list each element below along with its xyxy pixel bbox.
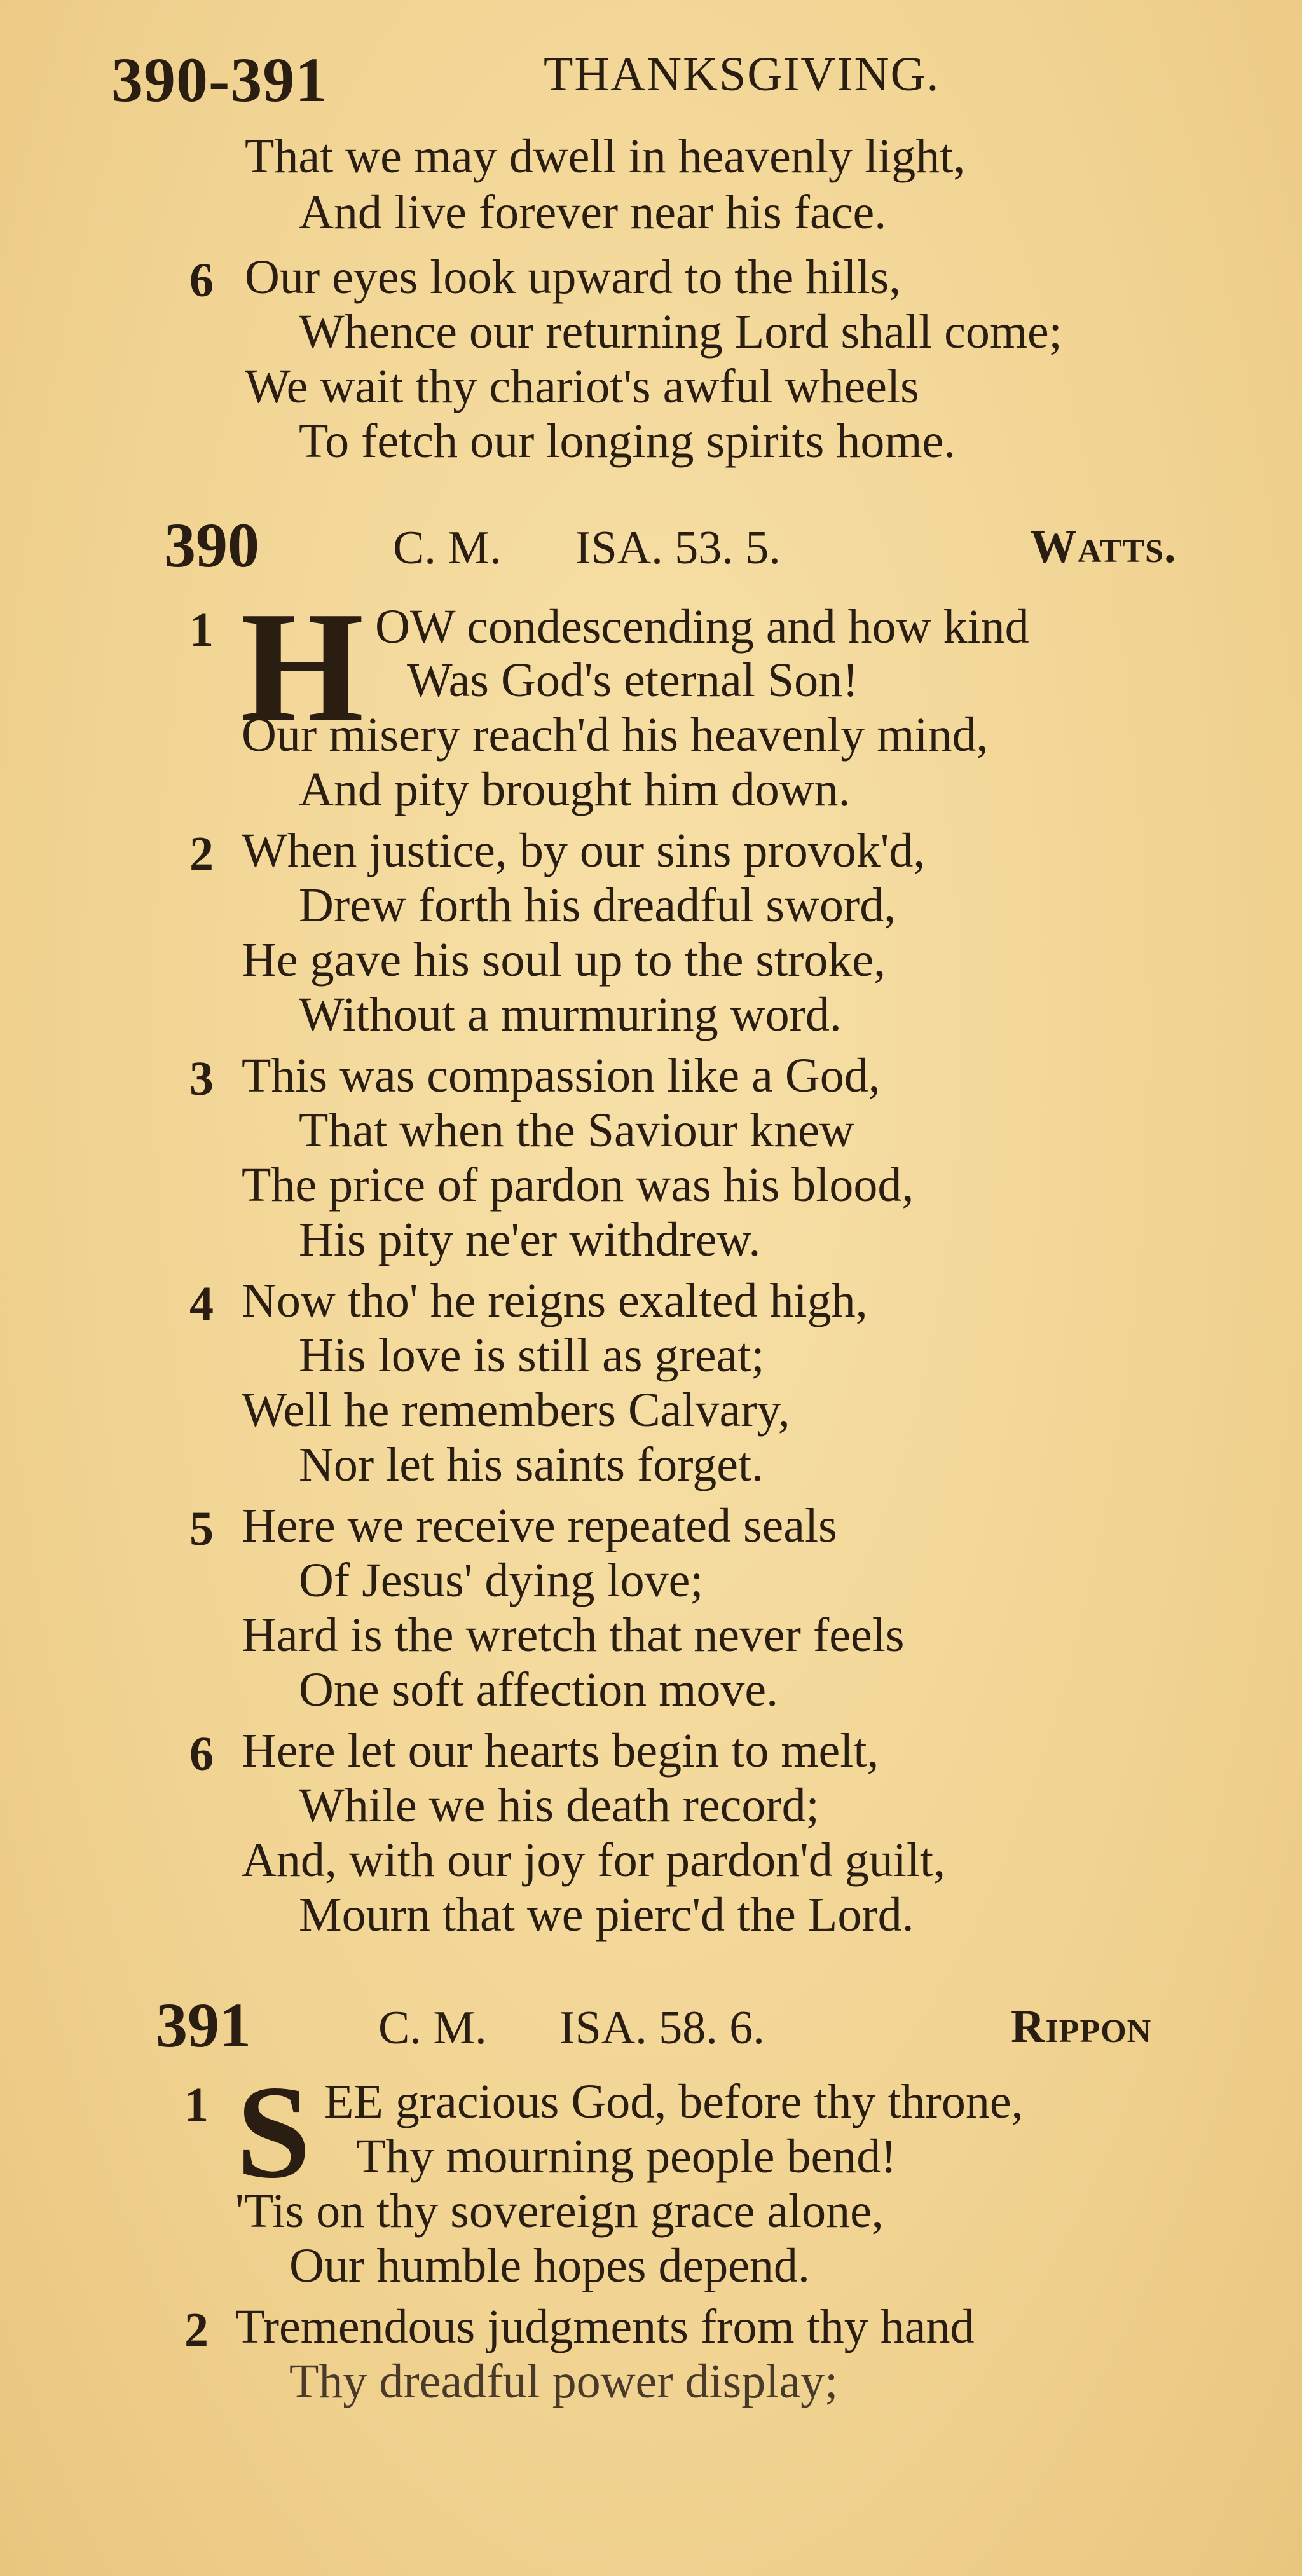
verse-line: This was compassion like a God, xyxy=(242,1049,881,1102)
hymn-author: Rippon xyxy=(1011,2001,1152,2053)
verse-line: Of Jesus' dying love; xyxy=(299,1554,704,1607)
drop-cap: S xyxy=(236,2059,311,2206)
verse-line: And pity brought him down. xyxy=(299,763,851,816)
verse-line: EE gracious God, before thy throne, xyxy=(324,2075,1024,2128)
hymn-number: 390 xyxy=(164,510,259,580)
verse-number: 3 xyxy=(189,1052,214,1106)
verse-line: One soft affection move. xyxy=(299,1663,779,1716)
verse-line: That when the Saviour knew xyxy=(299,1104,854,1157)
verse-line: His pity ne'er withdrew. xyxy=(299,1213,761,1266)
hymn-number: 391 xyxy=(156,1990,251,2060)
verse-line: We wait thy chariot's awful wheels xyxy=(245,360,919,413)
verse-line: Hard is the wretch that never feels xyxy=(242,1608,905,1662)
verse-number: 1 xyxy=(189,603,214,657)
drop-cap: H xyxy=(240,579,364,755)
verse-line: 'Tis on thy sovereign grace alone, xyxy=(235,2184,884,2238)
verse-number: 4 xyxy=(189,1277,214,1331)
verse-line: Here let our hearts begin to melt, xyxy=(242,1724,879,1778)
hymn-reference: ISA. 53. 5. xyxy=(575,522,781,574)
verse-line: Mourn that we pierc'd the Lord. xyxy=(299,1888,914,1942)
page-range: 390-391 xyxy=(111,45,328,115)
verse-line: Here we receive repeated seals xyxy=(242,1499,837,1552)
hymn-reference: ISA. 58. 6. xyxy=(559,2002,765,2054)
verse-line: Our eyes look upward to the hills, xyxy=(245,250,901,304)
verse-line: OW condescending and how kind xyxy=(375,600,1029,654)
verse-line: Now tho' he reigns exalted high, xyxy=(242,1274,868,1327)
verse-number: 5 xyxy=(189,1502,214,1556)
verse-line: Our humble hopes depend. xyxy=(289,2239,810,2292)
verse-line: And, with our joy for pardon'd guilt, xyxy=(242,1833,946,1887)
verse-line: The price of pardon was his blood, xyxy=(242,1158,914,1212)
verse-line: While we his death record; xyxy=(299,1779,819,1832)
carryover-line: And live forever near his face. xyxy=(299,186,887,239)
verse-line: Nor let his saints forget. xyxy=(299,1438,764,1491)
verse-line: Our misery reach'd his heavenly mind, xyxy=(242,708,989,762)
hymn-meter: C. M. xyxy=(393,522,502,574)
verse-line: Well he remembers Calvary, xyxy=(242,1383,790,1437)
verse-line: To fetch our longing spirits home. xyxy=(299,414,956,468)
verse-line: Was God's eternal Son! xyxy=(407,654,859,707)
verse-line: Drew forth his dreadful sword, xyxy=(299,879,896,932)
verse-line: He gave his soul up to the stroke, xyxy=(242,933,886,987)
verse-number: 1 xyxy=(184,2078,209,2132)
verse-number: 2 xyxy=(184,2303,209,2357)
hymn-author: Watts. xyxy=(1030,521,1177,573)
verse-line: Whence our returning Lord shall come; xyxy=(299,305,1062,359)
section-title: THANKSGIVING. xyxy=(544,48,940,101)
carryover-line: That we may dwell in heavenly light, xyxy=(245,130,966,183)
verse-line: His love is still as great; xyxy=(299,1329,765,1382)
verse-number: 6 xyxy=(189,1727,214,1781)
verse-number: 6 xyxy=(189,254,214,307)
verse-line: Thy dreadful power display; xyxy=(289,2355,839,2408)
hymn-meter: C. M. xyxy=(378,2002,487,2054)
verse-line: Thy mourning people bend! xyxy=(356,2130,897,2183)
verse-line: When justice, by our sins provok'd, xyxy=(242,824,926,877)
verse-line: Tremendous judgments from thy hand xyxy=(235,2300,975,2353)
verse-number: 2 xyxy=(189,827,214,880)
verse-line: Without a murmuring word. xyxy=(299,988,842,1041)
